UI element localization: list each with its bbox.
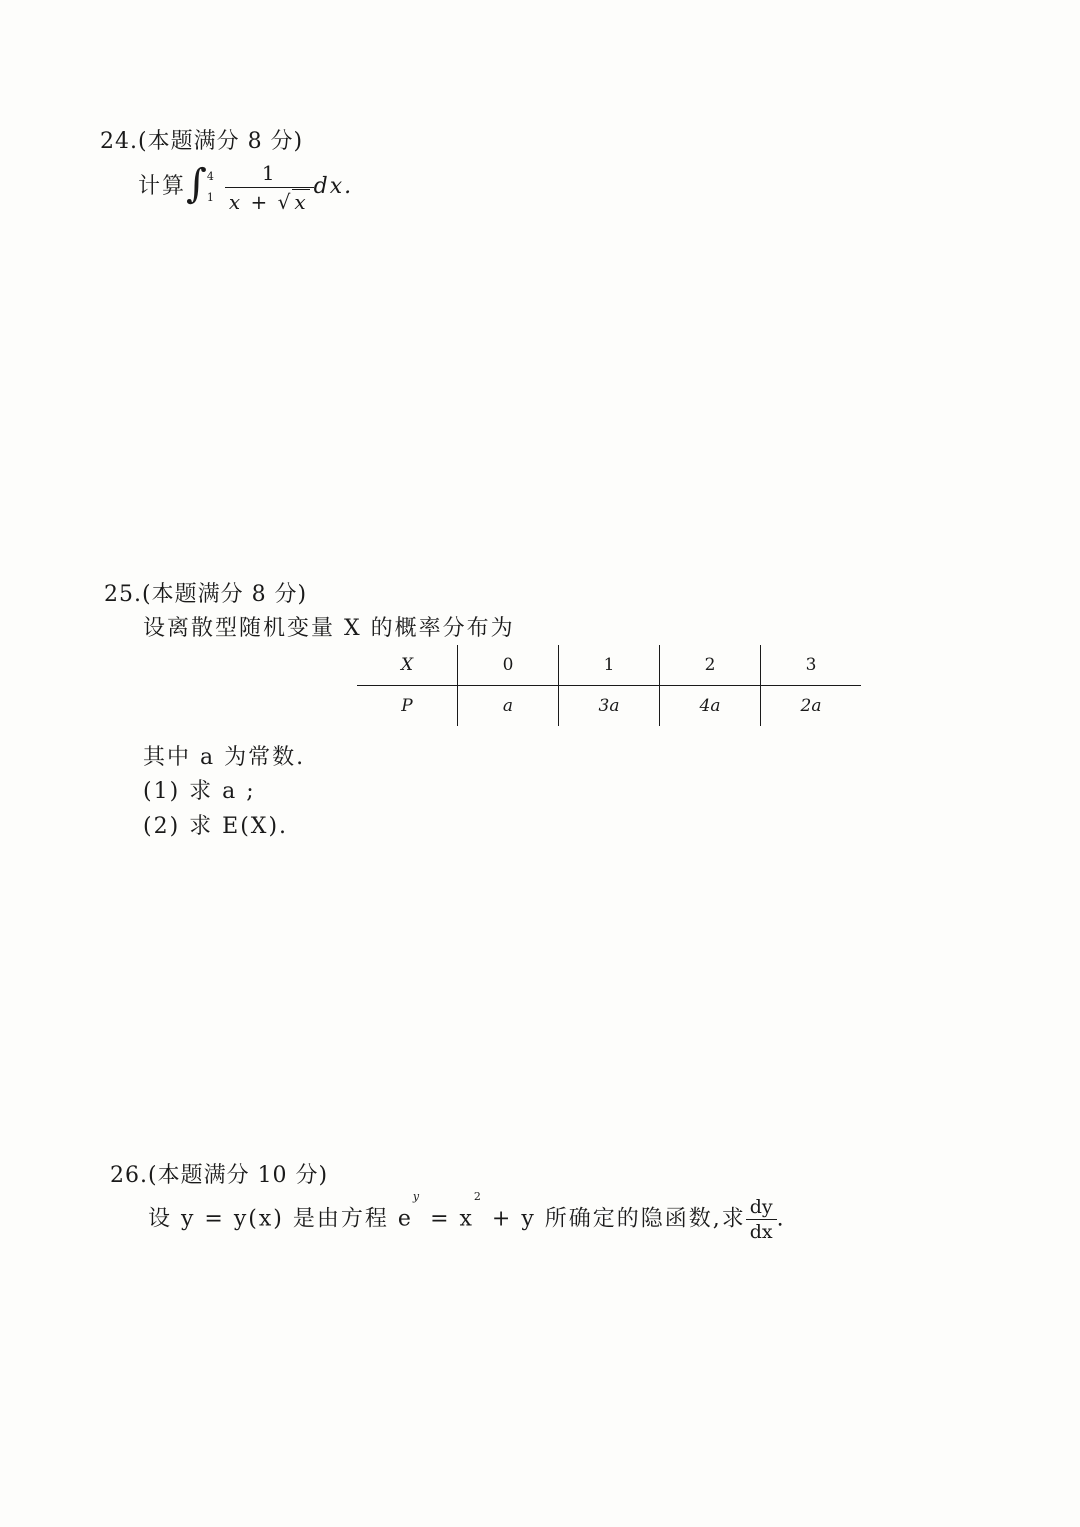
q25-intro: 设离散型随机变量 X 的概率分布为 xyxy=(143,616,515,641)
q26-statement xyxy=(148,1190,786,1243)
q26-heading: 26.(本题满分 10 分) xyxy=(110,1163,329,1188)
q24-denominator xyxy=(225,187,314,214)
table-cell: 4a xyxy=(660,686,761,727)
q26-square: 2 xyxy=(473,1190,483,1203)
q25-note: 其中 a 为常数. xyxy=(143,745,306,770)
q24-expression xyxy=(138,160,353,214)
q26-text-c: + y 所确定的隐函数,求 xyxy=(482,1206,746,1232)
q26-text-a: 设 y = y(x) 是由方程 e xyxy=(148,1206,413,1232)
q24-prompt: 计算 xyxy=(138,174,187,199)
table-cell: 0 xyxy=(458,645,559,686)
probability-table xyxy=(357,645,861,726)
q25-part1: (1) 求 a ; xyxy=(143,779,256,804)
lower-limit: 1 xyxy=(206,191,216,204)
table-cell: 3 xyxy=(761,645,862,686)
table-cell: 2 xyxy=(660,645,761,686)
table-cell: a xyxy=(458,686,559,727)
q26-text-b: = x xyxy=(421,1206,474,1232)
q25-part2: (2) 求 E(X). xyxy=(143,814,289,839)
q26-exp: y xyxy=(412,1190,422,1203)
table-cell: P xyxy=(401,696,413,716)
q26-derivative xyxy=(746,1196,777,1243)
sqrt-symbol: √ xyxy=(277,189,293,214)
table-row xyxy=(357,645,861,686)
table-cell: 1 xyxy=(559,645,660,686)
q24-heading: 24.(本题满分 8 分) xyxy=(100,129,304,154)
table-cell: 3a xyxy=(559,686,660,727)
table-cell: X xyxy=(357,645,458,686)
q26-frac-den: dx xyxy=(749,1221,773,1243)
upper-limit: 4 xyxy=(206,170,216,183)
q24-den-sqrt: x xyxy=(294,189,308,214)
q25-heading: 25.(本题满分 8 分) xyxy=(104,582,308,607)
q26-frac-num: dy xyxy=(746,1196,777,1220)
q24-fraction xyxy=(225,161,314,214)
q24-den-left: x + xyxy=(228,189,278,214)
q24-dx: dx. xyxy=(313,174,354,199)
q26-end: . xyxy=(776,1206,786,1232)
table-cell: 2a xyxy=(761,686,862,727)
table-row xyxy=(357,686,861,727)
q24-numerator: 1 xyxy=(261,160,277,185)
integral-sign: ∫ xyxy=(186,161,209,207)
